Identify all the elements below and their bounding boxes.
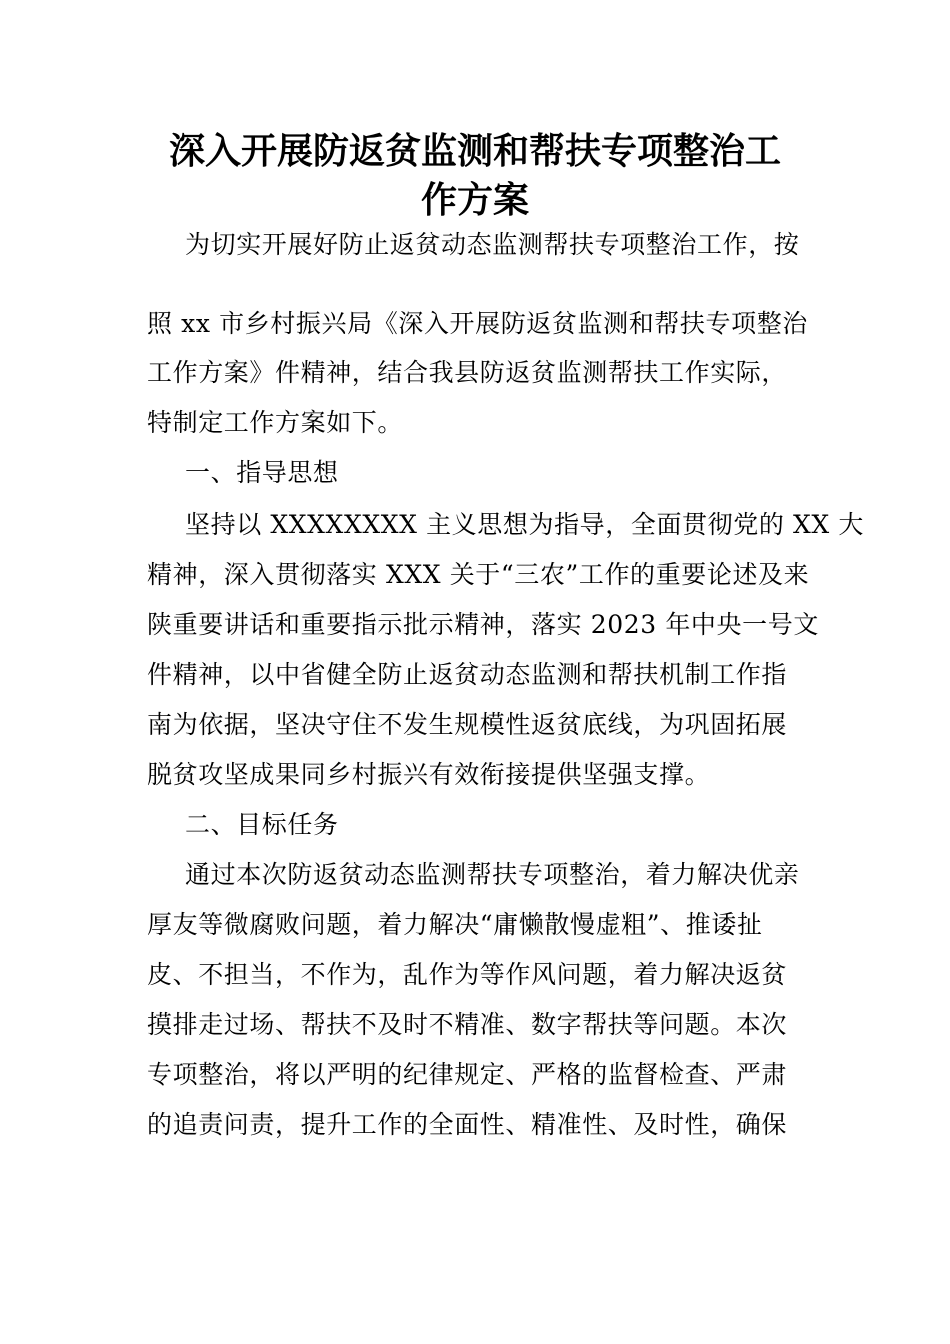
paragraph-line: 专项整治，将以严明的纪律规定、严格的监督检查、严肃 xyxy=(147,1060,788,1089)
paragraph-line: 照 xx 市乡村振兴局《深入开展防返贫监测和帮扶专项整治 xyxy=(147,309,808,338)
paragraph-line: 精神，深入贯彻落实 XXX 关于“三农”工作的重要论述及来 xyxy=(147,560,810,589)
paragraph-line: 的追责问责，提升工作的全面性、精准性、及时性，确保 xyxy=(147,1110,788,1139)
section-heading-1: 一、指导思想 xyxy=(185,458,339,487)
document-title-line-1: 深入开展防返贫监测和帮扶专项整治工 xyxy=(168,131,781,172)
paragraph-line: 脱贫攻坚成果同乡村振兴有效衔接提供坚强支撑。 xyxy=(147,760,711,789)
paragraph-line: 通过本次防返贫动态监测帮扶专项整治，着力解决优亲 xyxy=(185,860,800,889)
paragraph-line: 为切实开展好防止返贫动态监测帮扶专项整治工作，按 xyxy=(185,230,800,259)
section-heading-2: 二、目标任务 xyxy=(185,810,339,839)
paragraph-line: 工作方案》件精神，结合我县防返贫监测帮扶工作实际， xyxy=(147,358,788,387)
paragraph-line: 陕重要讲话和重要指示批示精神，落实 2023 年中央一号文 xyxy=(147,610,819,639)
paragraph-line: 摸排走过场、帮扶不及时不精准、数字帮扶等问题。本次 xyxy=(147,1010,788,1039)
paragraph-line: 皮、不担当，不作为，乱作为等作风问题，着力解决返贫 xyxy=(147,960,788,989)
document-title-line-2: 作方案 xyxy=(420,180,529,221)
paragraph-line: 坚持以 XXXXXXXX 主义思想为指导，全面贯彻党的 XX 大 xyxy=(185,510,864,539)
paragraph-line: 件精神，以中省健全防止返贫动态监测和帮扶机制工作指 xyxy=(147,660,788,689)
paragraph-line: 特制定工作方案如下。 xyxy=(147,408,404,437)
paragraph-line: 厚友等微腐败问题，着力解决“庸懒散慢虚粗”、推诿扯 xyxy=(147,910,763,939)
paragraph-line: 南为依据，坚决守住不发生规模性返贫底线，为巩固拓展 xyxy=(147,710,788,739)
